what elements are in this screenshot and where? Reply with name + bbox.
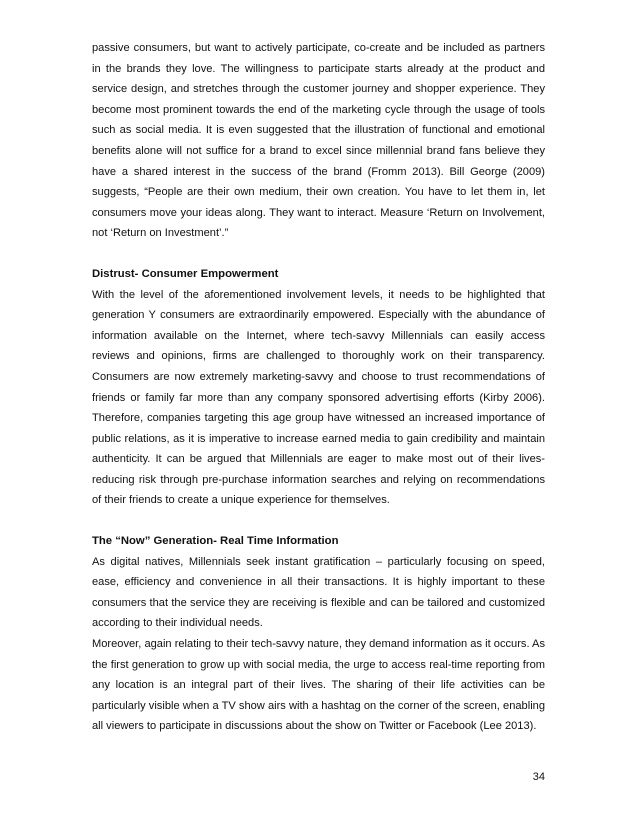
page-body (92, 38, 545, 737)
section-heading-distrust: Distrust- Consumer Empowerment (92, 267, 279, 280)
page-number: 34 (532, 771, 545, 783)
paragraph-instant-gratification: As digital natives, Millennials seek instant gratification – particularly focusing on speed, ease, efficiency and convenience in all their transactions. It is highly important to these consumers that the service they are receiving is flexible and can be tailored and customized according to their individual needs. (92, 555, 545, 630)
paragraph-consumer-participation: passive consumers, but want to actively participate, co-create and be included as partners in the brands they love. The willingness to participate starts already at the product and service design, and stretches through the customer journey and shopper experience. They become most prominent towards the end of the marketing cycle through the usage of tools such as social media. It is even suggested that the illustration of functional and emotional benefits alone will not suffice for a brand to excel since millennial brand fans believe they have a shared interest in the success of the brand (Fromm 2013). Bill George (2009) suggests, “People are their own medium, their own creation. You have to let them in, let consumers move your ideas along. They want to interact. Measure ‘Return on Involvement, not ‘Return on Investment’.” (92, 42, 545, 240)
paragraph-consumer-empowerment: With the level of the aforementioned involvement levels, it needs to be highlighted that generation Y consumers are extraordinarily empowered. Especially with the abundance of information available on the Internet, where tech-savvy Millennials can easily access reviews and opinions, firms are challenged to thoroughly work on their transparency. Consumers are now extremely marketing-savvy and choose to trust recommendations of friends or family far more than any company sponsored advertising efforts (Kirby 2006). Therefore, companies targeting this age group have witnessed an increased importance of public relations, as it is imperative to increase earned media to gain credibility and maintain authenticity. It can be argued that Millennials are eager to make most out of their lives- reducing risk through pre-purchase information searches and relying on recommendations of their friends to create a unique experience for themselves. (92, 288, 545, 507)
section-heading-now-generation: The “Now” Generation- Real Time Information (92, 535, 339, 548)
paragraph-real-time-information: Moreover, again relating to their tech-savvy nature, they demand information as it occurs. As the first generation to grow up with social media, the urge to access real-time reporting from any location is an integral part of their lives. The sharing of their life activities can be particularly visible when a TV show airs with a hashtag on the corner of the screen, enabling all viewers to participate in discussions about the show on Twitter or Facebook (Lee 2013). (92, 638, 545, 733)
